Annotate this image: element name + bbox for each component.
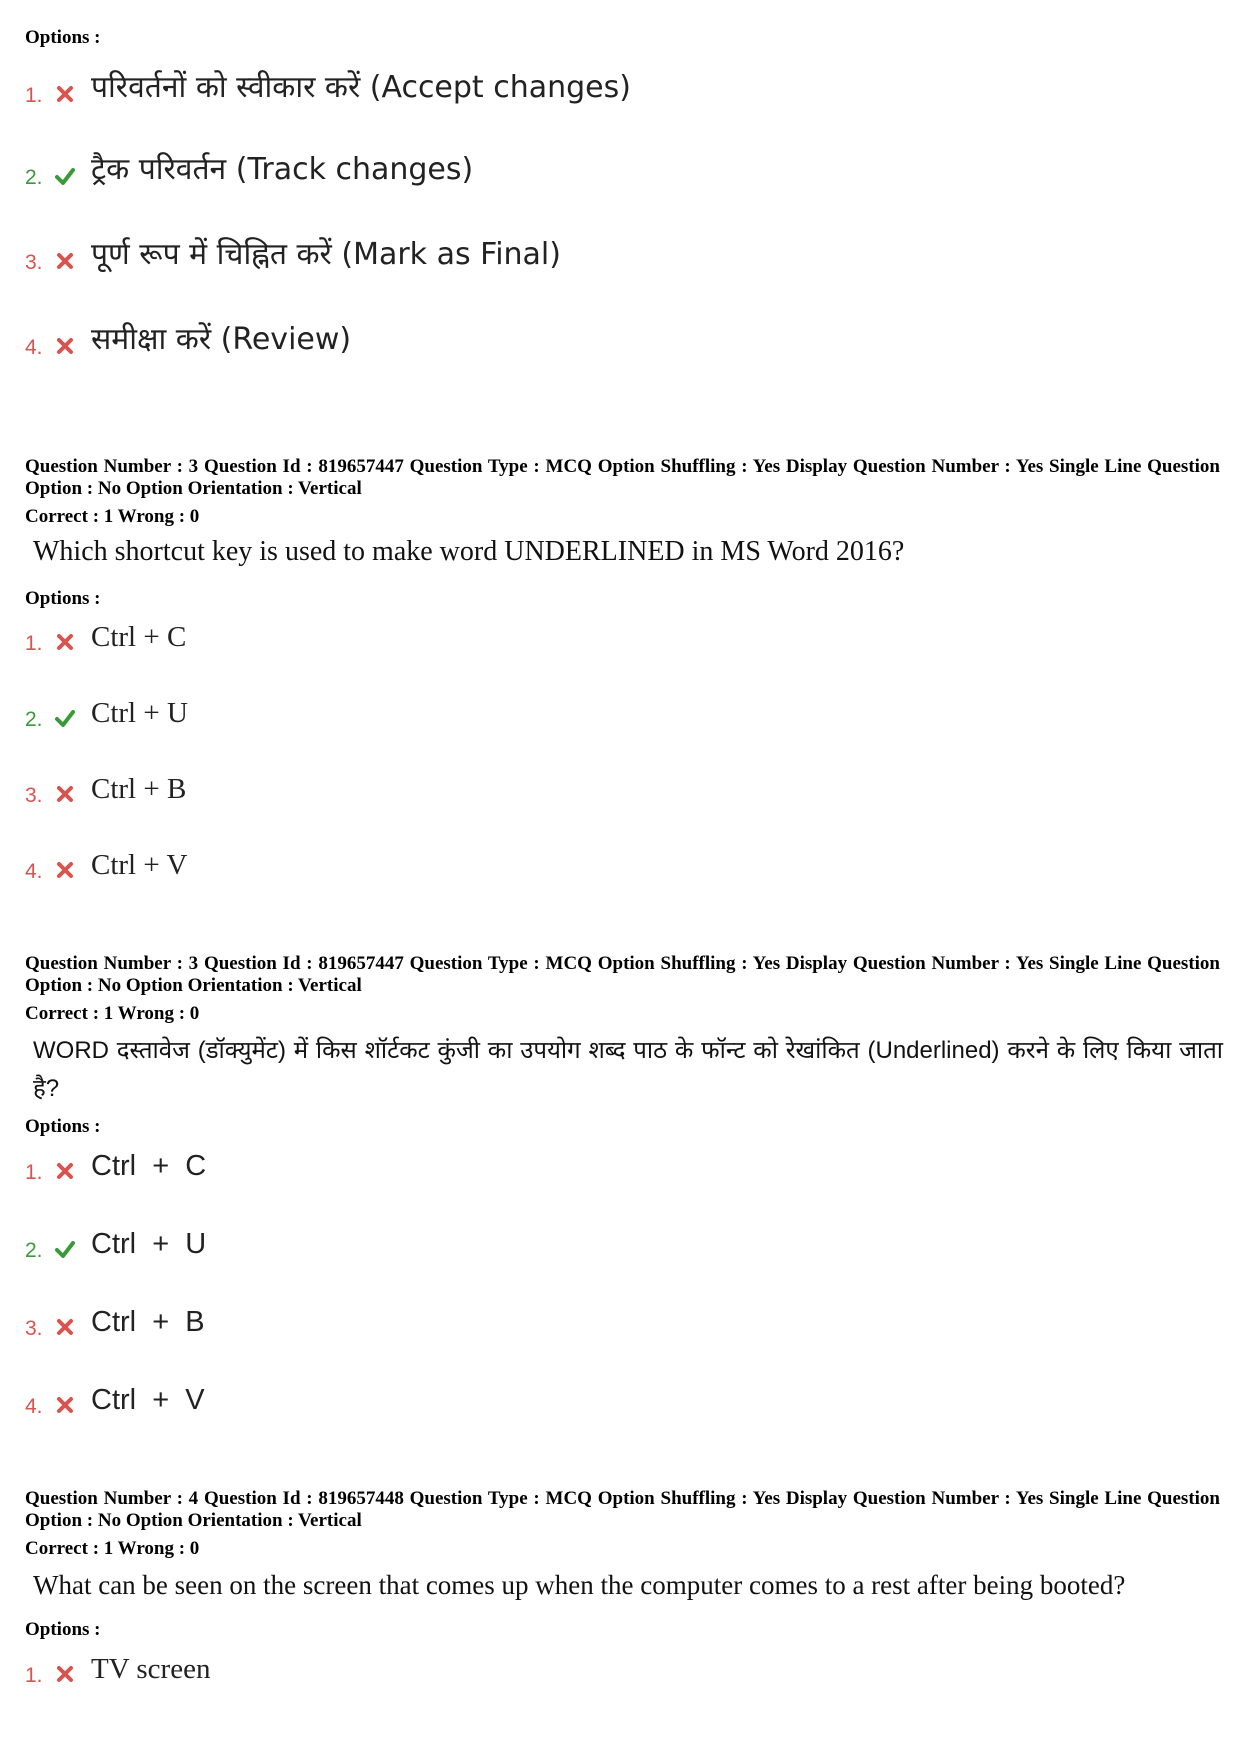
wrong-cross-icon xyxy=(55,784,75,804)
option-text: Ctrl + V xyxy=(91,1384,205,1416)
option-number: 1. xyxy=(25,1161,43,1184)
option-text: Ctrl + V xyxy=(91,849,188,881)
wrong-cross-icon xyxy=(55,1317,75,1337)
question-text: Which shortcut key is used to make word UNDERLINED in MS Word 2016? xyxy=(33,536,905,567)
options-label: Options : xyxy=(25,1116,101,1137)
option-number: 4. xyxy=(25,1395,43,1418)
wrong-cross-icon xyxy=(55,1161,75,1181)
question-text: What can be seen on the screen that comes up when the computer comes to a rest after being booted? xyxy=(33,1570,1126,1600)
score-info: Correct : 1 Wrong : 0 xyxy=(25,1538,200,1559)
score-info: Correct : 1 Wrong : 0 xyxy=(25,506,200,527)
options-label: Options : xyxy=(25,588,101,609)
wrong-cross-icon xyxy=(55,1395,75,1415)
option-number: 1. xyxy=(25,632,43,655)
options-label: Options : xyxy=(25,27,101,48)
wrong-cross-icon xyxy=(55,336,75,356)
option-number: 1. xyxy=(25,84,43,107)
option-number: 2. xyxy=(25,1239,43,1262)
option-number: 2. xyxy=(25,166,43,189)
option-text: Ctrl + U xyxy=(91,1228,207,1260)
question-meta: Question Number : 4 Question Id : 819657448 Question Type : MCQ Option Shuffling : Yes Display Question Number : Yes Single Line Question Option : No Option Orientation : Vertical xyxy=(25,1488,1220,1531)
option-text: Ctrl + B xyxy=(91,1306,205,1338)
wrong-cross-icon xyxy=(55,1664,75,1684)
option-text: समीक्षा करें (Review) xyxy=(91,322,352,357)
option-number: 4. xyxy=(25,336,43,359)
correct-check-icon xyxy=(55,1239,75,1259)
wrong-cross-icon xyxy=(55,632,75,652)
wrong-cross-icon xyxy=(55,860,75,880)
score-info: Correct : 1 Wrong : 0 xyxy=(25,1003,200,1024)
option-number: 3. xyxy=(25,784,43,807)
wrong-cross-icon xyxy=(55,84,75,104)
option-number: 2. xyxy=(25,708,43,731)
option-text: Ctrl + U xyxy=(91,697,188,729)
correct-check-icon xyxy=(55,166,75,186)
correct-check-icon xyxy=(55,708,75,728)
option-text: Ctrl + C xyxy=(91,1150,207,1182)
option-text: पूर्ण रूप में चिह्नित करें (Mark as Final) xyxy=(91,237,561,272)
options-label: Options : xyxy=(25,1619,101,1640)
wrong-cross-icon xyxy=(55,251,75,271)
question-meta: Question Number : 3 Question Id : 819657447 Question Type : MCQ Option Shuffling : Yes Display Question Number : Yes Single Line Question Option : No Option Orientation : Vertical xyxy=(25,456,1220,499)
question-text: WORD दस्तावेज (डॉक्युमेंट) में किस शॉर्टकट कुंजी का उपयोग शब्द पाठ के फॉन्ट को रेखांकित (Underlined) करने के लिए किया जाता है? xyxy=(33,1037,1223,1102)
option-number: 1. xyxy=(25,1664,43,1687)
option-number: 3. xyxy=(25,1317,43,1340)
question-meta: Question Number : 3 Question Id : 819657447 Question Type : MCQ Option Shuffling : Yes Display Question Number : Yes Single Line Question Option : No Option Orientation : Vertical xyxy=(25,953,1220,996)
option-number: 4. xyxy=(25,860,43,883)
option-text: परिवर्तनों को स्वीकार करें (Accept changes) xyxy=(91,70,631,105)
option-text: ट्रैक परिवर्तन (Track changes) xyxy=(91,152,474,187)
option-number: 3. xyxy=(25,251,43,274)
option-text: TV screen xyxy=(91,1653,211,1685)
option-text: Ctrl + C xyxy=(91,621,187,653)
option-text: Ctrl + B xyxy=(91,773,187,805)
